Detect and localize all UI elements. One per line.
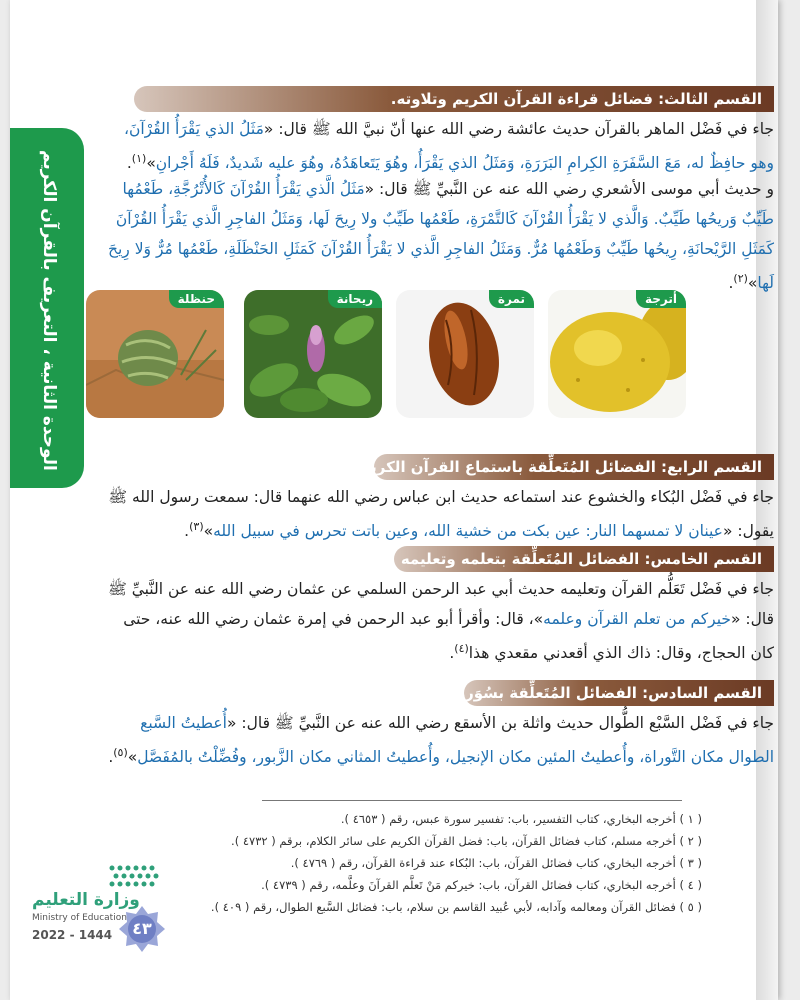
- section4-header: [359, 454, 774, 480]
- hadith-quote: مَثَلُ الَّذي يَقْرَأُ القُرْآنَ كَالأُتْرُجَّةِ، طَعْمُها طَيِّبٌ وَريحُها طَيِّبٌ. وَالَّذي لا يَقْرَأُ القُرْآنَ كَالتَّمْرَةِ، طَعْمُها طَيِّبٌ ولا رِيحَ لَها، وَمَثَلُ الفاجِرِ الَّذي يَقْرَأُ القُرْآنَ كَمَثَلِ الرَّيْحانَةِ، رِيحُها طَيِّبٌ وَطَعْمُها مُرٌّ. وَمَثَلُ الفاجِرِ الَّذي لا يَقْرَأُ القُرْآنَ كَمَثَلِ الحَنْظَلَةِ، طَعْمُها مُرٌّ وَلا رِيحَ لَها: [107, 180, 774, 293]
- section3-header-text: القسم الثالث: فضائل قراءة القرآن الكريم وتلاوته.: [390, 90, 762, 108]
- section6-paragraph: جاء في فَضْل السَّبْع الطُّوال حديث واثلة بن الأسقع رضي الله عنه عن النَّبيِّ ﷺ قال: «أُعطيتُ السَّبع الطوال مكان التَّوراة، وأُعطيتُ المئين مكان الإنجيل، وأُعطيتُ المثاني مكان الزَّبور، وفُضِّلْتُ بالمُفَصَّل»$^{(٥)}$.: [108, 714, 774, 767]
- date-illustration: [396, 290, 534, 418]
- colocynth-image: [86, 290, 224, 418]
- fruit-gallery: [86, 290, 686, 420]
- basil-image: [244, 290, 382, 418]
- footnote-3: ( ٣ ) أخرجه البخاري، كتاب فضائل القرآن، باب: البُكاء عند قراءة القرآن، رقم ( ٤٧٦٩ ).: [290, 856, 702, 870]
- year-label: 2022 - 1444: [32, 928, 113, 942]
- ministry-logo: [32, 860, 192, 950]
- footnote-ref: (٤): [454, 642, 469, 655]
- page-number: ٤٣: [132, 919, 152, 938]
- section6-header: [456, 680, 774, 706]
- section6-header-text: القسم السادس: الفضائل المُتَعلِّقة بسُوَره: [456, 684, 762, 702]
- hadith-quote: أُعطيتُ السَّبع الطوال مكان التَّوراة، وأُعطيتُ المئين مكان الإنجيل، وأُعطيتُ المثاني مكان الزَّبور، وفُضِّلْتُ بالمُفَصَّل: [137, 714, 774, 767]
- date-image: [396, 290, 534, 418]
- footnote-5: ( ٥ ) فضائل القرآن ومعالمه وآدابه، لأبي عُبيد القاسم بن سلام، باب: فضائل السَّبع الطوال، رقم ( ٤٠٩ ).: [210, 900, 702, 914]
- colocynth-illustration: [86, 290, 224, 418]
- footnote-2: ( ٢ ) أخرجه مسلم، كتاب فضائل القرآن، باب: فضل القرآن الكريم على سائر الكلام، برقم ( ٤٧٣٢ ).: [231, 834, 702, 848]
- section4-header-text: القسم الرابع: الفضائل المُتَعلِّقة باستماع القرآن الكريم: [359, 458, 762, 476]
- hadith-quote: خيركم من تعلم القرآن وعلمه: [543, 610, 731, 628]
- colocynth-label: حنظلة: [169, 290, 224, 308]
- section3-header: [134, 86, 774, 112]
- unit-side-tab-label-box: [34, 140, 64, 480]
- footnote-ref: (١): [131, 152, 147, 165]
- footnote-ref: (٥): [113, 746, 128, 759]
- section4-paragraph: جاء في فَضْل البُكاء والخشوع عند استماعه حديث ابن عباس رضي الله عنهما قال: سمعت رسول الله ﷺ يقول: «عينان لا تمسهما النار: عين بكت من خشية الله، وعين باتت تحرس في سبيل الله»$^{(٣)}$.: [108, 488, 774, 541]
- section5-paragraph: جاء في فَضْل تَعَلُّم القرآن وتعليمه حديث أبي عبد الرحمن السلمي عن عثمان رضي الله عنه عن النَّبيِّ ﷺ قال: «خيركم من تعلم القرآن وعلمه»، قال: وأقرأ أبو عبد الرحمن في إمرة عثمان رضي الله عنه، حتى كان الحجاج، وقال: ذاك الذي أقعدني مقعدي هذا$^{(٤)}$.: [108, 580, 774, 663]
- section3-paragraph-2: و حديث أبي موسى الأشعري رضي الله عنه عن النَّبيِّ ﷺ قال: «مَثَلُ الَّذي يَقْرَأُ القُرْآنَ كَالأُتْرُجَّةِ، طَعْمُها طَيِّبٌ وَريحُها طَيِّبٌ. وَالَّذي لا يَقْرَأُ القُرْآنَ كَالتَّمْرَةِ، طَعْمُها طَيِّبٌ ولا رِيحَ لَها، وَمَثَلُ الفاجِرِ الَّذي يَقْرَأُ القُرْآنَ كَمَثَلِ الرَّيْحانَةِ، رِيحُها طَيِّبٌ وَطَعْمُها مُرٌّ. وَمَثَلُ الفاجِرِ الَّذي لا يَقْرَأُ القُرْآنَ كَمَثَلِ الحَنْظَلَةِ، طَعْمُها مُرٌّ وَلا رِيحَ لَها»$^{(٢)}$.: [107, 180, 774, 293]
- date-label: تمرة: [489, 290, 534, 308]
- section3-paragraph-1: جاء في فَضْل الماهر بالقرآن حديث عائشة رضي الله عنها أنّ نبيَّ الله ﷺ قال: «مَثَلُ الذي يَقْرَأُ القُرْآنَ، وهو حافِظٌ له، مَعَ السَّفَرَةِ الكِرامِ البَرَرَةِ، وَمَثَلُ الذي يَقْرَأُ، وهُوَ يَتَعاهَدُهُ، وهُوَ عليه شَديدٌ، فَلَهُ أَجْرانِ»$^{(١)}$.: [123, 120, 774, 173]
- basil-label: ريحانة: [328, 290, 382, 308]
- footnote-divider: [262, 800, 682, 801]
- footnote-4: ( ٤ ) أخرجه البخاري، كتاب فضائل القرآن، باب: خيركم مَنْ تَعلَّم القرآنَ وعلَّمه، رقم ( ٤٧٣٩ ).: [261, 878, 702, 892]
- ministry-name-en: Ministry of Education: [32, 913, 127, 923]
- page-number-badge: [118, 905, 166, 953]
- citron-label: أترجة: [636, 290, 686, 308]
- hadith-quote: عينان لا تمسهما النار: عين بكت من خشية الله، وعين باتت تحرس في سبيل الله: [213, 522, 723, 541]
- hadith-quote: مَثَلُ الذي يَقْرَأُ القُرْآنَ، وهو حافِظٌ له، مَعَ السَّفَرَةِ الكِرامِ البَرَرَةِ، وَمَثَلُ الذي يَقْرَأُ، وهُوَ يَتَعاهَدُهُ، وهُوَ عليه شَديدٌ، فَلَهُ أَجْرانِ: [123, 120, 774, 173]
- ministry-name-ar: وزارة التعليم: [32, 890, 140, 910]
- footnote-ref: (٢): [733, 272, 748, 285]
- footnote-1: ( ١ ) أخرجه البخاري، كتاب التفسير، باب: تفسير سورة عبس، رقم ( ٤٦٥٣ ).: [340, 812, 702, 826]
- citron-illustration: [548, 290, 686, 418]
- citron-image: [548, 290, 686, 418]
- section5-header-text: القسم الخامس: الفضائل المُتَعلِّقة بتعلمه وتعليمه: [400, 550, 762, 568]
- basil-illustration: [244, 290, 382, 418]
- section5-header: [394, 546, 774, 572]
- unit-side-tab-label: الوحدة الثانية ، التعريف بالقرآن الكريم: [39, 149, 59, 471]
- footnote-ref: (٣): [189, 520, 204, 533]
